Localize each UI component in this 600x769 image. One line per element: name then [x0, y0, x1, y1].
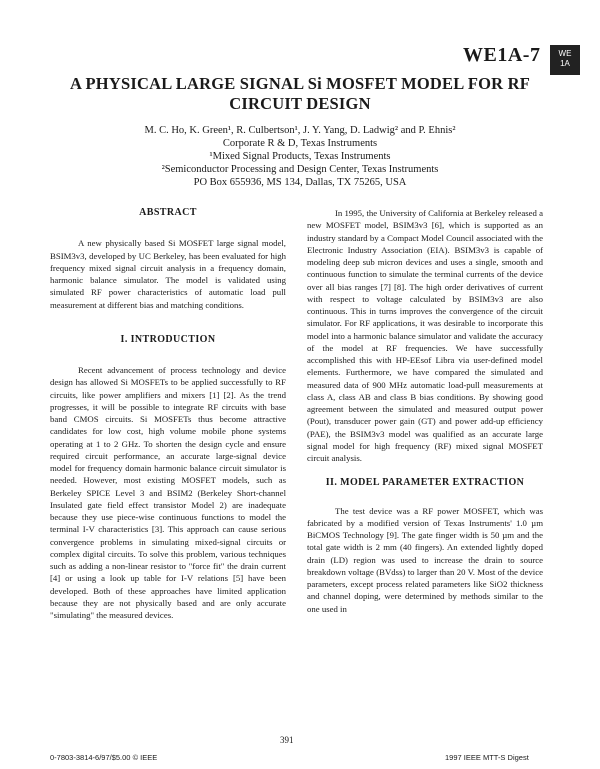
section-2-heading: II. MODEL PARAMETER EXTRACTION — [325, 477, 525, 489]
session-code: WE1A-7 — [463, 44, 541, 66]
affiliation-1: Corporate R & D, Texas Instruments — [222, 138, 378, 149]
section-2-paragraph-1: The test device was a RF power MOSFET, which was fabricated by a modified version of Texas Instruments' 1.0 µm BiCMOS Technology [9]. The gate finger width is 50 µm and the total gate width is 2 mm (40 fingers). An extended lightly doped drain (LD) region was used to increase the drain to source breakdown voltage (BVdss) to larger than 20 V. Most of the device parameters, except process related parameters like SiO2 thickness and channel doping, were determined by methods similar to the one used in — [307, 505, 543, 614]
paper-title — [40, 74, 560, 114]
author-names: M. C. Ho, K. Green¹, R. Culbertson¹, J. Y. Yang, D. Ladwig² and P. Ehnis² — [144, 125, 456, 136]
title-line-2: CIRCUIT DESIGN — [229, 94, 371, 113]
footer-journal: 1997 IEEE MTT-S Digest — [445, 753, 529, 762]
abstract-text: A new physically based Si MOSFET large signal model, BSIM3v3, developed by UC Berkeley, has been evaluated for high frequency mixed signal circuit analysis in a frequency domain, harmonic balance simulator. The model is validated using simulated RF power characteristics of automatic load pull measurement at different bias and matching conditions. — [50, 238, 286, 310]
author-block — [40, 124, 560, 189]
footer-copyright: 0-7803-3814-6/97/$5.00 © IEEE — [50, 753, 158, 762]
abstract-heading: ABSTRACT — [139, 207, 197, 218]
badge-line-2: 1A — [560, 59, 570, 68]
introduction-heading: I. INTRODUCTION — [120, 333, 216, 345]
badge-line-1: WE — [558, 49, 572, 58]
page-number: 391 — [280, 735, 294, 745]
left-column — [50, 207, 286, 621]
introduction-paragraph-2: In 1995, the University of California at Berkeley released a new MOSFET model, BSIM3v3 [6], which is supported as an industry standard by a Compact Model Council associated with the Electronic Industry Association (EIA). BSIM3v3 is capable of modeling deep sub micron devices and uses a single, smooth and continuous function to simulate the terminal currents of the device over all bias ranges [7] [8]. The high order derivatives of current with respect to voltage calculated by BSIM3v3 are also continuous. This in turns improves the convergence of the circuit simulator. For RF applications, it was desirable to incorporate this model into a harmonic balance simulator and validate the accuracy of the model at RF frequencies. We have successfully accomplished this with HP-EEsof Libra via user-defined model elements. Furthermore, we have compared the simulated and measured data of 900 MHz automatic load-pull measurements at class A, class AB and class B bias conditions. By showing good agreement between the simulated and measured output power (Pout), transducer power gain (GT) and power add-up efficiency (PAE), the BSIM3v3 model was qualified as an accurate large signal model for high frequency (RF) mixed signal MOSFET circuit analysis. — [307, 208, 543, 463]
affiliation-3: ²Semiconductor Processing and Design Center, Texas Instruments — [161, 164, 439, 175]
right-column — [307, 207, 543, 615]
affiliation-2: ¹Mixed Signal Products, Texas Instruments — [209, 151, 391, 162]
postal-address: PO Box 655936, MS 134, Dallas, TX 75265, USA — [193, 177, 407, 188]
session-badge — [550, 45, 580, 75]
title-line-1: A PHYSICAL LARGE SIGNAL Si MOSFET MODEL FOR RF — [70, 74, 530, 93]
introduction-paragraph-1: Recent advancement of process technology and device design has allowed Si MOSFETs to be applied successfully to RF circuits, like power amplifiers and mixers [1] [2]. As the trend progresses, it will be possible to integrate RF circuits with base band CMOS circuits. Si MOSFETs thus become attractive candidates for low cost, high volume mobile phone systems operating at 1 to 2 GHz. To shorten the design cycle and ensure required circuit performance, an accurate large-signal device model for frequency domain harmonic balance circuit simulator is needed. However, most existing MOSFET models, such as Berkeley SPICE Level 3 and BSIM2 (Berkeley Short-channel Insulated gate field effect transistor Model 2) are inadequate because they use piece-wise continuous functions to model the terminal I-V characteristics [3]. This approach can cause serious convergence problems in simulating mixed-signal circuits or complex digital circuits. To solve this problem, various techniques such as adding a non-linear resistor to "force fit" the drain current [4] or using a look up table for I-V relations [5] have been developed. Both of these approaches have limited application because they are not physically based and are only accurate "simulating" the measured devices. — [50, 365, 286, 620]
